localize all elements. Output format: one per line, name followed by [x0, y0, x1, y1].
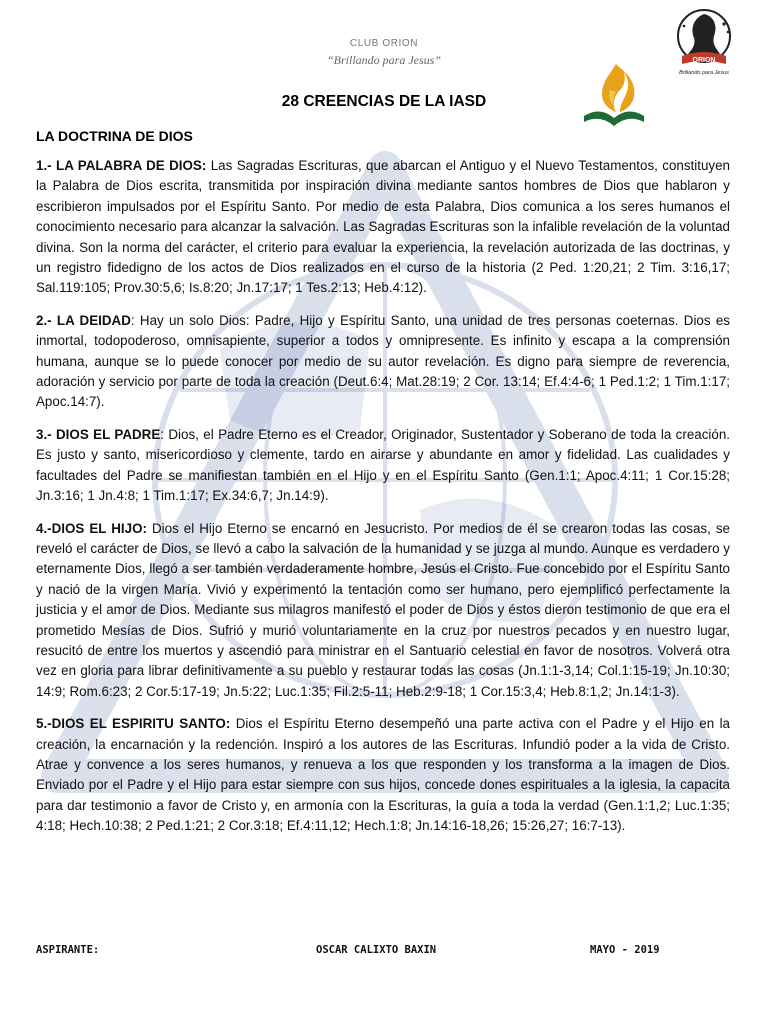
document-header — [0, 0, 768, 144]
belief-text: Las Sagradas Escrituras, que abarcan el Antiguo y el Nuevo Testamentos, constituyen la Palabra de Dios escrita, transmitida por inspiración divina mediante santos hombres de Dios que hablaron y escribieron impulsados por el Espíritu Santo. Por medio de esta Palabra, Dios comunica a los seres humanos el conocimiento necesario para alcanzar la salvación. Las Sagradas Escrituras son la infalible revelación de la voluntad divina. Son la norma del carácter, el criterio para evaluar la experiencia, la revelación autorizada de las doctrinas, y un registro fidedigno de los actos de Dios realizados en el curso de la historia (2 Ped. 1:20,21; 2 Tim. 3:16,17; Sal.119:105; Prov.30:5,6; Is.8:20; Jn.17:17; 1 Tes.2:13; Heb.4:12). — [36, 158, 730, 296]
orion-logo-text: ORION — [692, 57, 716, 64]
footer-aspirante-label: ASPIRANTE: — [36, 944, 100, 956]
footer-name: OSCAR CALIXTO BAXIN — [316, 944, 437, 956]
footer-date: MAYO - 2019 — [590, 944, 660, 956]
belief-text: : Hay un solo Dios: Padre, Hijo y Espíritu Santo, una unidad de tres personas coeternas. Dios es inmortal, todopoderoso, omnisapiente, superior a todos y omnipresente. Es infinito y escapa a la comprensión humana, aunque se lo puede conocer por medio de su autor revelación. Es digno para siempre de reverencia, adoración y servicio por parte de toda la creación (Deut.6:4; Mat.28:19; 2 Cor. 13:14; Ef.4:4-6; 1 Ped.1:2; 1 Tim.1:17; Apoc.14:7). — [36, 312, 730, 410]
belief-label: 5.-DIOS EL ESPIRITU SANTO: — [36, 716, 231, 732]
belief-paragraph — [36, 425, 730, 507]
belief-label: 1.- LA PALABRA DE DIOS: — [36, 158, 207, 173]
belief-text: : Dios, el Padre Eterno es el Creador, Originador, Sustentador y Soberano de toda la creación. Es justo y santo, misericordioso y clemente, tardo en airarse y abundante en amor y fidelidad. Las cualidades y facultades del Padre se manifiestan también en el Hijo y en el Espíritu Santo (Gen.1:1; Apoc.4:11; 1 Cor.15:28; Jn.3:16; 1 Jn.4:8; 1 Tim.1:17; Ex.34:6,7; Jn.14:9). — [36, 426, 730, 504]
belief-paragraph — [36, 311, 730, 413]
beliefs-list — [36, 156, 730, 849]
belief-paragraph — [36, 156, 730, 299]
belief-text: Dios el Hijo Eterno se encarnó en Jesucristo. Por medios de él se crearon todas las cosas, se reveló el carácter de Dios, se llevó a cabo la salvación de la humanidad y se juzga al mundo. Aunque es verdadero y eternamente Dios, llegó a ser también verdaderamente hombre, Jesús el Cristo. Fue concebido por el Espíritu Santo y nació de la virgen María. Vivió y experimentó la tentación como ser humano, pero ejemplificó perfectamente la justicia y el amor de Dios. Mediante sus milagros manifestó el poder de Dios y éstos dieron testimonio de que era el prometido Mesías de Dios. Sufrió y murió voluntariamente en la cruz por nuestros pecados y en nuestro lugar, resucitó de entre los muertos y ascendió para ministrar en el Santuario celestial en favor de nosotros. Volverá otra vez en gloria para librar definitivamente a su pueblo y restaurar todas las cosas (Jn.1:1-3,14; Col.1:15-19; Jn.10:30; 14:9; Rom.6:23; 2 Cor.5:17-19; Jn.5:22; Luc.1:35; Fil.2:5-11; Heb.2:9-18; 1 Cor.15:3,4; Heb.8:1,2; Jn.14:1-3). — [36, 520, 730, 699]
belief-paragraph — [36, 519, 730, 703]
orion-club-logo-icon — [664, 4, 744, 84]
document-title: 28 CREENCIAS DE LA IASD — [281, 93, 487, 110]
document-footer — [36, 944, 730, 964]
belief-paragraph — [36, 714, 730, 836]
section-title: LA DOCTRINA DE DIOS — [36, 128, 193, 144]
belief-label: 4.-DIOS EL HIJO: — [36, 520, 147, 536]
orion-logo-subtext: Brillando para Jesus — [679, 70, 729, 76]
club-tagline: “Brillando para Jesus” — [326, 53, 441, 67]
belief-label: 2.- LA DEIDAD — [36, 312, 131, 328]
club-name: CLUB ORION — [349, 38, 419, 49]
belief-label: 3.- DIOS EL PADRE — [36, 426, 161, 442]
belief-text: Dios el Espíritu Eterno desempeñó una parte activa con el Padre y el Hijo en la creación, la encarnación y la redención. Inspiró a los autores de las Escrituras. Infundió poder a la vida de Cristo. Atrae y convence a los seres humanos, y renueva a los que responden y los transforma a la imagen de Dios. Enviado por el Padre y el Hijo para estar siempre con sus hijos, concede dones espirituales a la iglesia, la capacita para dar testimonio a favor de Cristo y, en armonía con la Escrituras, la guía a toda la verdad (Gen.1:1,2; Luc.1:35; 4:18; Hech.10:38; 2 Ped.1:21; 2 Cor.3:18; Ef.4:11,12; Hech.1:8; Jn.14:16-18,26; 15:26,27; 16:7-13). — [36, 716, 731, 834]
